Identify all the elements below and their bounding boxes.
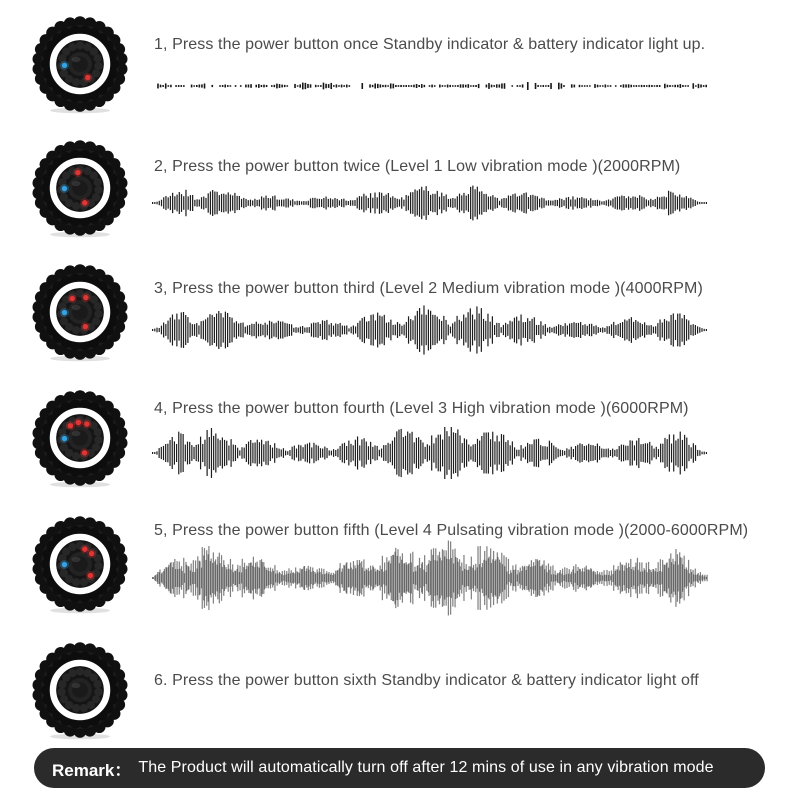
massage-ball-photo-step-5 <box>30 514 130 614</box>
step-2-caption: 2, Press the power button twice (Level 1 Low vibration mode )(2000RPM) <box>154 158 681 175</box>
remark-banner <box>34 748 765 788</box>
step-3-vibration-waveform <box>152 302 708 358</box>
massage-ball-photo-step-4 <box>30 388 130 488</box>
step-4-caption: 4, Press the power button fourth (Level 3 High vibration mode )(6000RPM) <box>154 400 689 417</box>
massage-ball-photo-step-3 <box>30 262 130 362</box>
massage-ball-photo-step-2 <box>30 138 130 238</box>
step-2-vibration-waveform <box>152 181 708 225</box>
remark-text: The Product will automatically turn off after 12 mins of use in any vibration mode <box>138 759 714 776</box>
massage-ball-photo-step-1 <box>30 14 130 114</box>
massage-ball-photo-step-6 <box>30 640 130 740</box>
step-3-caption: 3, Press the power button third (Level 2 Medium vibration mode )(4000RPM) <box>154 280 703 297</box>
step-1-vibration-waveform <box>152 78 708 94</box>
remark-label: Remark： <box>52 760 132 780</box>
step-5-caption: 5, Press the power button fifth (Level 4 Pulsating vibration mode )(2000-6000RPM) <box>154 522 749 539</box>
step-1-caption: 1, Press the power button once Standby indicator & battery indicator light up. <box>154 36 706 53</box>
step-6-caption: 6. Press the power button sixth Standby indicator & battery indicator light off <box>154 672 699 689</box>
step-4-vibration-waveform <box>152 419 708 487</box>
step-5-vibration-waveform <box>152 536 708 620</box>
